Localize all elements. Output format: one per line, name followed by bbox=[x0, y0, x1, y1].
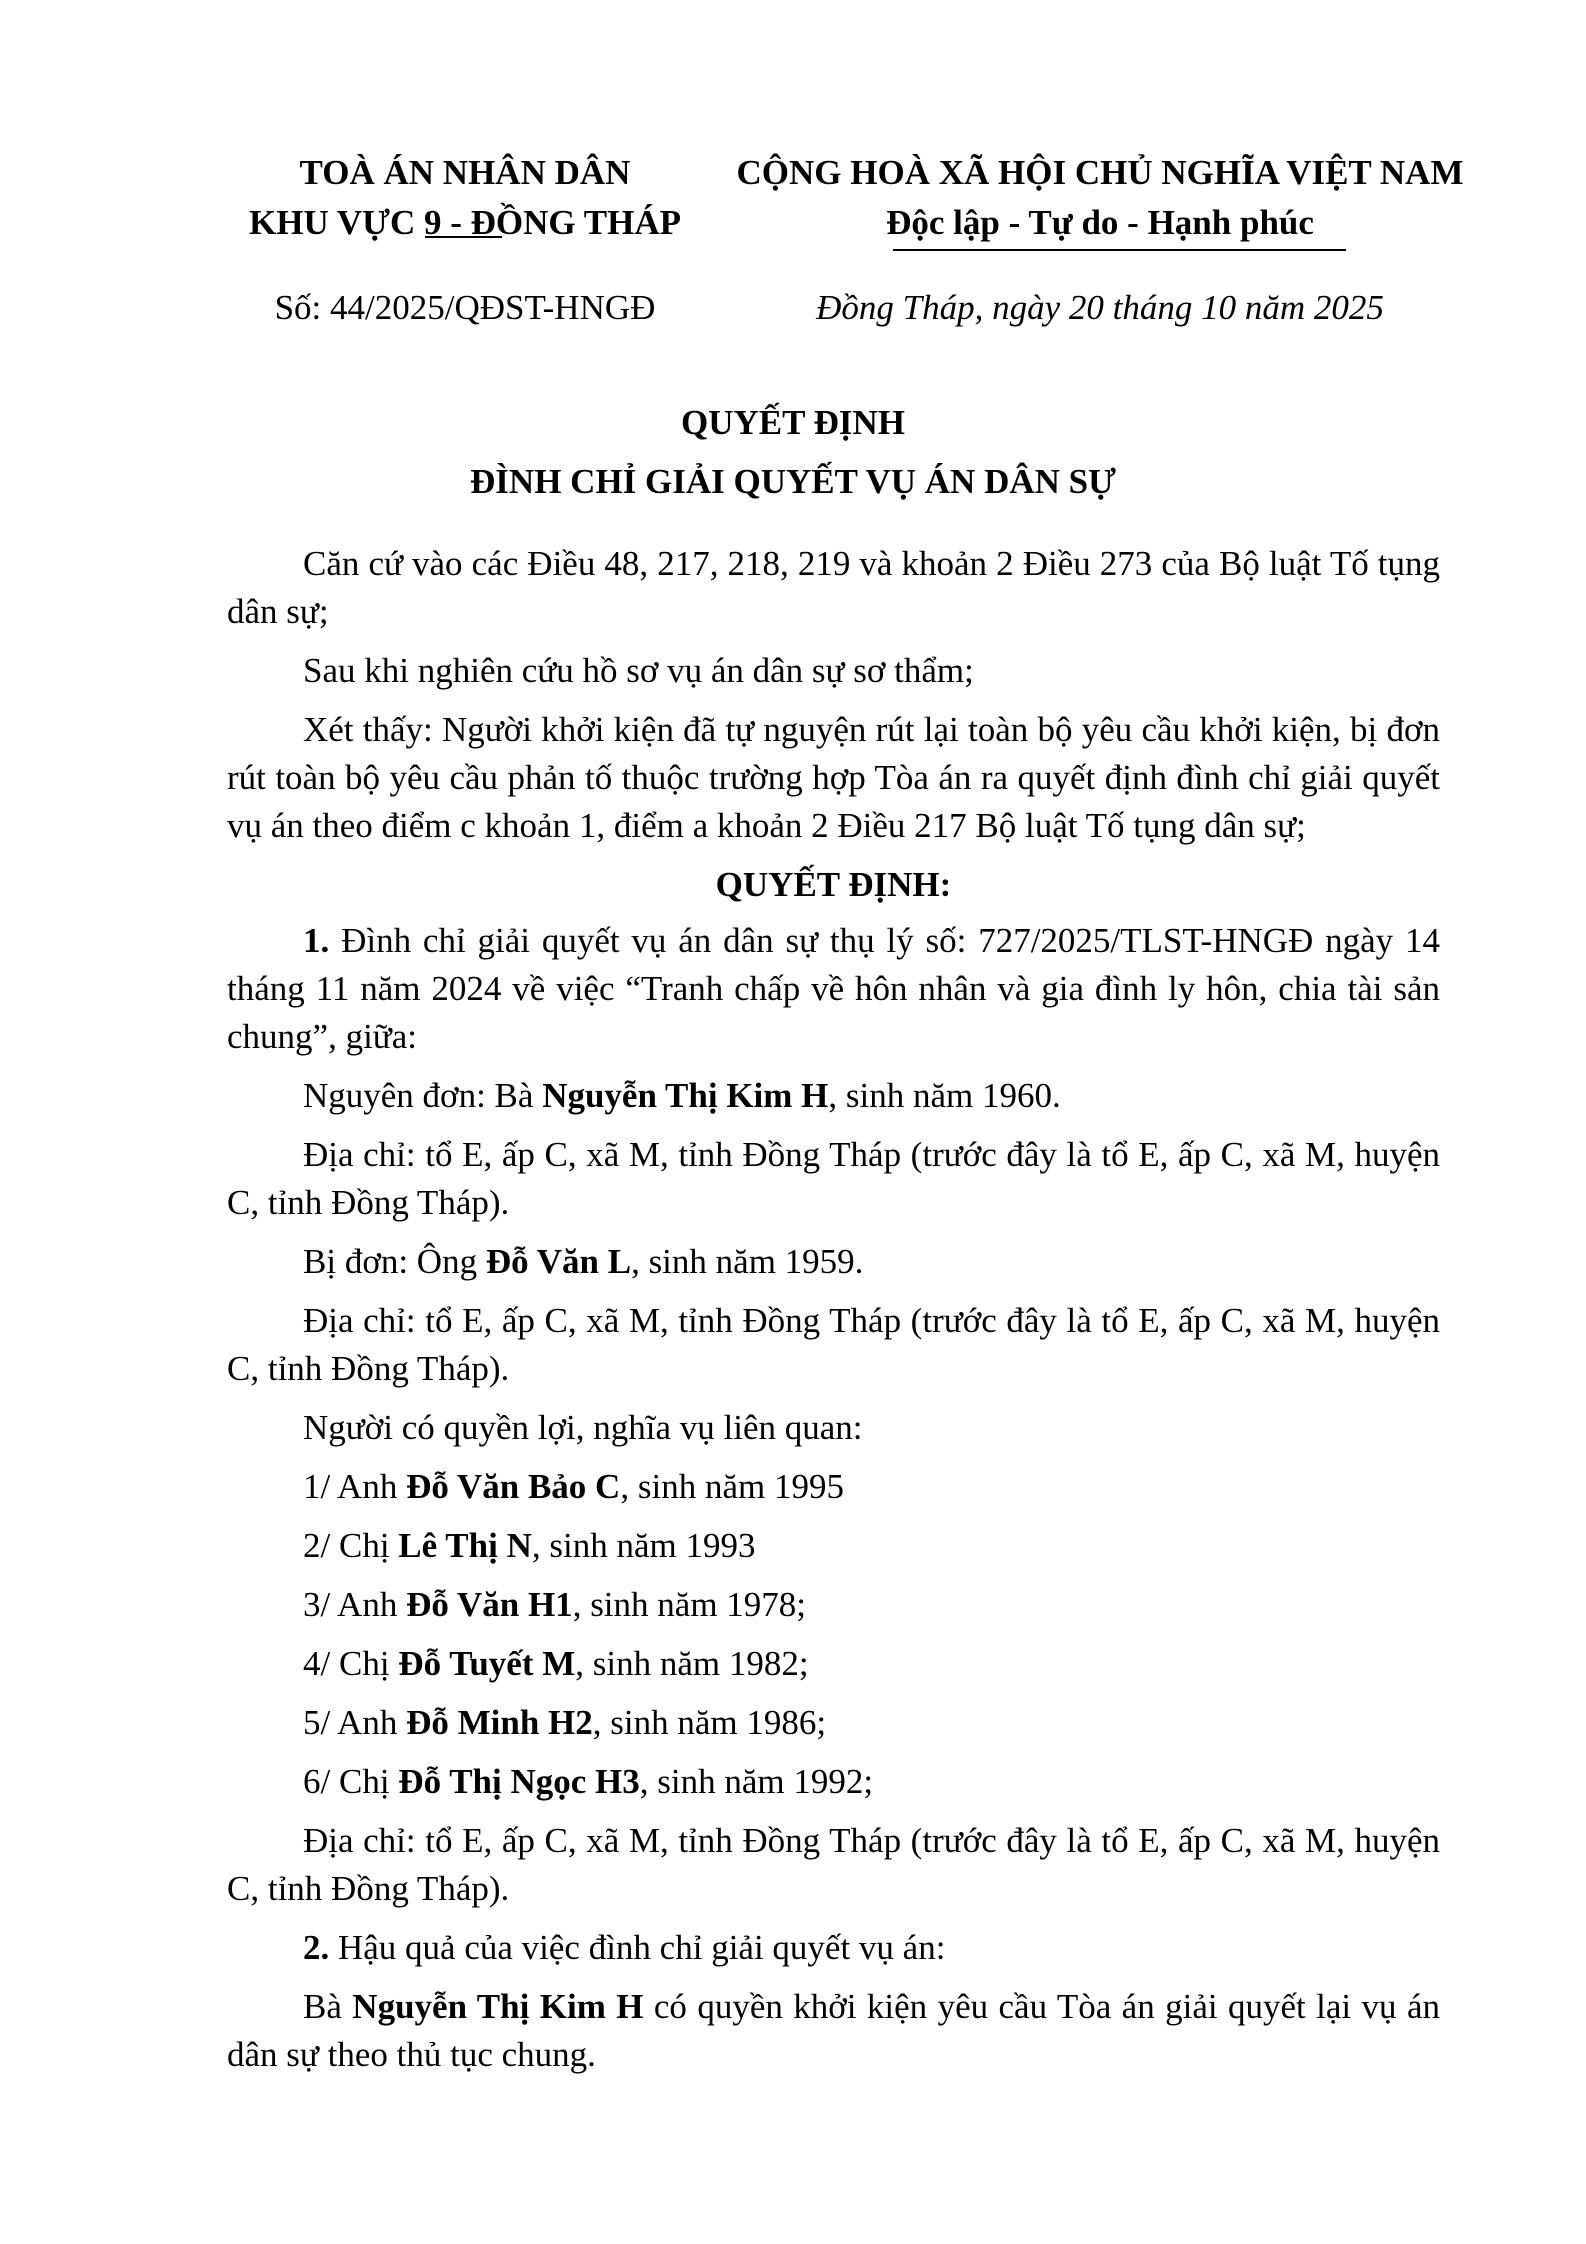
review-paragraph: Sau khi nghiên cứu hồ sơ vụ án dân sự sơ thẩm; bbox=[303, 651, 974, 690]
related-party-suffix: , sinh năm 1995 bbox=[620, 1467, 844, 1506]
related-party-prefix: 5/ Anh bbox=[303, 1703, 407, 1742]
related-party-item bbox=[227, 1640, 1440, 1688]
defendant-prefix: Bị đơn: Ông bbox=[303, 1242, 486, 1281]
plaintiff-prefix: Nguyên đơn: Bà bbox=[303, 1076, 543, 1115]
related-party-name: Lê Thị N bbox=[398, 1526, 532, 1565]
court-name-line1: TOÀ ÁN NHÂN DÂN bbox=[299, 153, 631, 192]
related-party-item bbox=[227, 1699, 1440, 1747]
consequence-prefix: Bà bbox=[303, 1987, 353, 2026]
related-party-item bbox=[227, 1522, 1440, 1570]
consequence-paragraph bbox=[227, 1983, 1440, 2079]
defendant-name: Đỗ Văn L bbox=[485, 1242, 632, 1281]
defendant-line bbox=[227, 1238, 1440, 1286]
document-title: QUYẾT ĐỊNH bbox=[681, 403, 905, 442]
related-party-prefix: 2/ Chị bbox=[303, 1526, 399, 1565]
legal-basis-paragraph: Căn cứ vào các Điều 48, 217, 218, 219 và khoản 2 Điều 273 của Bộ luật Tố tụng dân sự; bbox=[227, 544, 1440, 631]
related-party-suffix: , sinh năm 1978; bbox=[572, 1585, 807, 1624]
consequence-name: Nguyễn Thị Kim H bbox=[352, 1987, 644, 2026]
related-party-item bbox=[227, 1581, 1440, 1629]
defendant-suffix: , sinh năm 1959. bbox=[631, 1242, 864, 1281]
related-party-name: Đỗ Minh H2 bbox=[406, 1703, 593, 1742]
motto-underline bbox=[893, 249, 1346, 251]
related-party-item bbox=[227, 1463, 1440, 1511]
court-name bbox=[225, 148, 705, 248]
related-party-name: Đỗ Tuyết M bbox=[398, 1644, 576, 1683]
national-motto bbox=[700, 148, 1500, 248]
place-date: Đồng Tháp, ngày 20 tháng 10 năm 2025 bbox=[816, 288, 1384, 327]
related-party-prefix: 6/ Chị bbox=[303, 1762, 399, 1801]
related-party-prefix: 4/ Chị bbox=[303, 1644, 399, 1683]
related-party-prefix: 3/ Anh bbox=[303, 1585, 407, 1624]
related-party-suffix: , sinh năm 1992; bbox=[639, 1762, 874, 1801]
related-party-name: Đỗ Văn H1 bbox=[406, 1585, 573, 1624]
related-party-suffix: , sinh năm 1993 bbox=[531, 1526, 756, 1565]
court-underline bbox=[425, 236, 502, 238]
related-parties-address: Địa chỉ: tổ E, ấp C, xã M, tỉnh Đồng Tháp (trước đây là tổ E, ấp C, xã M, huyện C, tỉnh Đồng Tháp). bbox=[227, 1821, 1440, 1908]
item-1-number: 1. bbox=[303, 921, 330, 960]
document-number: Số: 44/2025/QĐST-HNGĐ bbox=[274, 288, 656, 327]
related-party-name: Đỗ Văn Bảo C bbox=[406, 1467, 621, 1506]
related-party-name: Đỗ Thị Ngọc H3 bbox=[398, 1762, 640, 1801]
document-subtitle: ĐÌNH CHỈ GIẢI QUYẾT VỤ ÁN DÂN SỰ bbox=[470, 462, 1116, 501]
related-parties-heading: Người có quyền lợi, nghĩa vụ liên quan: bbox=[303, 1408, 863, 1447]
related-party-prefix: 1/ Anh bbox=[303, 1467, 407, 1506]
decision-heading: QUYẾT ĐỊNH: bbox=[715, 865, 952, 904]
item-2-text: Hậu quả của việc đình chỉ giải quyết vụ án: bbox=[329, 1928, 946, 1967]
defendant-address: Địa chỉ: tổ E, ấp C, xã M, tỉnh Đồng Tháp (trước đây là tổ E, ấp C, xã M, huyện C, tỉnh Đồng Tháp). bbox=[227, 1301, 1440, 1388]
plaintiff-line bbox=[227, 1072, 1440, 1120]
item-1-text: Đình chỉ giải quyết vụ án dân sự thụ lý số: 727/2025/TLST-HNGĐ ngày 14 tháng 11 năm 2024 về việc “Tranh chấp về hôn nhân và gia đình ly hôn, chia tài sản chung”, giữa: bbox=[227, 921, 1440, 1056]
document-header bbox=[0, 148, 1586, 348]
related-party-suffix: , sinh năm 1982; bbox=[575, 1644, 809, 1683]
country-name: CỘNG HOÀ XÃ HỘI CHỦ NGHĨA VIỆT NAM bbox=[736, 153, 1464, 192]
court-name-line2: KHU VỰC 9 - ĐỒNG THÁP bbox=[249, 203, 681, 242]
item-2-number: 2. bbox=[303, 1928, 330, 1967]
plaintiff-suffix: , sinh năm 1960. bbox=[828, 1076, 1061, 1115]
findings-paragraph: Xét thấy: Người khởi kiện đã tự nguyện rút lại toàn bộ yêu cầu khởi kiện, bị đơn rút toàn bộ yêu cầu phản tố thuộc trường hợp Tòa án ra quyết định đình chỉ giải quyết vụ án theo điểm c khoản 1, điểm a khoản 2 Điều 217 Bộ luật Tố tụng dân sự; bbox=[227, 710, 1440, 845]
item-1-paragraph bbox=[227, 917, 1440, 1061]
item-2-paragraph bbox=[227, 1924, 1440, 1972]
plaintiff-address: Địa chỉ: tổ E, ấp C, xã M, tỉnh Đồng Tháp (trước đây là tổ E, ấp C, xã M, huyện C, tỉnh Đồng Tháp). bbox=[227, 1135, 1440, 1222]
plaintiff-name: Nguyễn Thị Kim H bbox=[542, 1076, 829, 1115]
related-party-item bbox=[227, 1758, 1440, 1806]
related-party-suffix: , sinh năm 1986; bbox=[592, 1703, 827, 1742]
document-body bbox=[227, 540, 1440, 2090]
motto: Độc lập - Tự do - Hạnh phúc bbox=[886, 203, 1314, 242]
consequence-suffix: có quyền khởi kiện yêu cầu Tòa án giải quyết lại vụ án dân sự theo thủ tục chung. bbox=[227, 1987, 1440, 2074]
